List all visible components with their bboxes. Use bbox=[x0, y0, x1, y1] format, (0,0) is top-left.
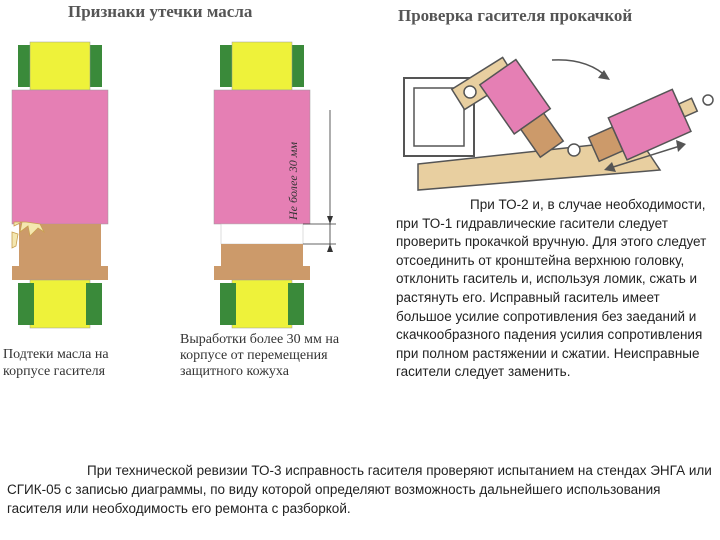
left-top-bushing bbox=[30, 42, 90, 90]
mid-bottom-bushing bbox=[232, 280, 292, 328]
oil-drip-mark bbox=[12, 232, 18, 248]
pivot-top bbox=[464, 86, 476, 98]
dimension-arrow-bottom bbox=[327, 244, 333, 252]
paragraph-right: При ТО-2 и, в случае необходимости, при ТО-1 гидравлические гасители следует проверить прокачкой вручную. Для этого следует отсоединить от кронштейна верхнюю головку, отклонить гаситель и, используя ломик, сжать и растянуть его. Исправный гаситель имеет большое усилие сопротивления без заеданий и скачкообразного падения усилия сопротивления при полном растяжении и сжатии. Неисправные гасители следует заменить. bbox=[396, 197, 707, 380]
left-damper-base bbox=[12, 266, 108, 280]
mid-damper-base bbox=[214, 266, 310, 280]
left-bottom-bushing bbox=[30, 280, 90, 328]
left-bottom-mount-side-left bbox=[18, 283, 34, 325]
pivot-end bbox=[703, 95, 713, 105]
caption-oil-leak: Подтеки масла на корпусе гасителя bbox=[3, 347, 109, 379]
left-bottom-mount-side-right bbox=[86, 283, 102, 325]
stroke-arrow-head-right bbox=[676, 140, 686, 152]
damper-wear bbox=[214, 42, 336, 328]
rotation-arrow bbox=[552, 60, 608, 78]
caption-wear: Выработки более 30 мм на корпусе от перемещения защитного кожуха bbox=[180, 332, 340, 379]
pivot-middle bbox=[568, 144, 580, 156]
pumping-check-diagram bbox=[404, 57, 713, 190]
dimension-label: Не более 30 мм bbox=[286, 141, 300, 220]
right-title: Проверка гасителя прокачкой bbox=[398, 6, 633, 25]
mid-bottom-mount-side-left bbox=[220, 283, 236, 325]
left-protective-casing bbox=[12, 90, 108, 224]
mid-damper-body bbox=[221, 244, 303, 266]
left-title: Признаки утечки масла bbox=[68, 2, 253, 21]
mid-top-bushing bbox=[232, 42, 292, 90]
paragraph-bottom: При технической ревизии ТО-3 исправность гасителя проверяют испытанием на стендах ЭНГА или СГИК-05 с записью диаграммы, по виду которой определяют возможность дальнейшего использования гасителя или необходимость его ремонта с разборкой. bbox=[7, 463, 712, 516]
mid-worn-zone bbox=[221, 224, 303, 244]
damper-oil-leak bbox=[12, 42, 108, 328]
mid-bottom-mount-side-right bbox=[288, 283, 304, 325]
tilted-damper bbox=[480, 60, 570, 162]
dimension-arrow-top bbox=[327, 216, 333, 224]
